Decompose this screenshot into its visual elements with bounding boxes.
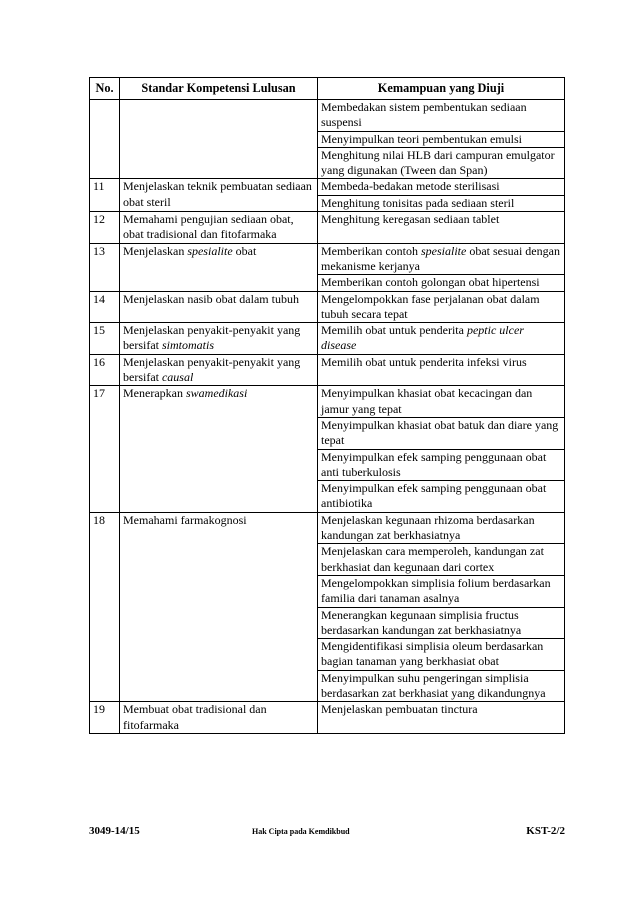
- footer-doc-id: KST-2/2: [526, 825, 565, 837]
- kemampuan-item: Menjelaskan kegunaan rhizoma berdasarkan kandungan zat berkhasiatnya: [318, 513, 564, 545]
- kemampuan-cell: [318, 323, 565, 355]
- kemampuan-cell: [318, 212, 565, 244]
- row-number: 13: [90, 243, 120, 291]
- row-number: 18: [90, 512, 120, 702]
- kemampuan-item: Menghitung tonisitas pada sediaan steril: [321, 195, 515, 210]
- header-standar: Standar Kompetensi Lulusan: [120, 78, 318, 100]
- header-kemampuan: Kemampuan yang Diuji: [318, 78, 565, 100]
- table-row: [90, 212, 565, 244]
- kemampuan-cell: [318, 386, 565, 512]
- row-number: 19: [90, 702, 120, 734]
- kemampuan-item: Memberikan contoh golongan obat hipertensi: [321, 275, 540, 290]
- kemampuan-cell: [318, 702, 565, 734]
- row-number: 17: [90, 386, 120, 512]
- kemampuan-item: Menghitung keregasan sediaan tablet: [321, 212, 500, 227]
- kemampuan-item: Memilih obat untuk penderita infeksi virus: [321, 354, 527, 369]
- kemampuan-item: Mengelompokkan fase perjalanan obat dalam tubuh secara tepat: [321, 291, 540, 321]
- row-number: 12: [90, 212, 120, 244]
- row-number: [90, 100, 120, 179]
- kemampuan-item: Menyimpulkan teori pembentukan emulsi: [318, 132, 564, 148]
- kemampuan-item: Mengidentifikasi simplisia oleum berdasarkan bagian tanaman yang berkhasiat obat: [318, 639, 564, 671]
- kemampuan-item: Menjelaskan cara memperoleh, kandungan zat berkhasiat dan kegunaan dari cortex: [318, 544, 564, 576]
- kemampuan-cell: [318, 243, 565, 291]
- row-number: 15: [90, 323, 120, 355]
- table-row: [90, 512, 565, 702]
- standar-kompetensi-cell: Membuat obat tradisional dan fitofarmaka: [120, 702, 318, 734]
- table-row: [90, 179, 565, 212]
- standar-kompetensi-cell: Menjelaskan spesialite obat: [120, 243, 318, 291]
- kemampuan-item: Menyimpulkan efek samping penggunaan obat antibiotika: [321, 481, 547, 511]
- table-row: [90, 291, 565, 323]
- row-number: 16: [90, 354, 120, 386]
- table-row: [90, 386, 565, 512]
- standar-kompetensi-cell: Menjelaskan penyakit-penyakit yang bersifat causal: [120, 354, 318, 386]
- kemampuan-cell: [318, 354, 565, 386]
- table-row: [90, 100, 565, 179]
- kemampuan-item: Menerangkan kegunaan simplisia fructus berdasarkan kandungan zat berkhasiatnya: [318, 608, 564, 640]
- standar-kompetensi-cell: Menjelaskan nasib obat dalam tubuh: [120, 291, 318, 323]
- kemampuan-item: Memilih obat untuk penderita peptic ulcer disease: [321, 323, 524, 353]
- table-header-row: [90, 78, 565, 100]
- kemampuan-item: Menyimpulkan khasiat obat batuk dan diare yang tepat: [318, 418, 564, 450]
- kemampuan-cell: [318, 179, 565, 212]
- table-row: [90, 243, 565, 291]
- kemampuan-item: Menyimpulkan suhu pengeringan simplisia berdasarkan zat berkhasiat yang dikandungnya: [321, 670, 546, 700]
- kemampuan-cell: [318, 291, 565, 323]
- table-row: [90, 354, 565, 386]
- row-number: 14: [90, 291, 120, 323]
- kemampuan-item: Membedakan sistem pembentukan sediaan suspensi: [318, 100, 564, 132]
- header-no: No.: [90, 78, 120, 100]
- competency-table: [89, 77, 565, 734]
- kemampuan-item: Menyimpulkan efek samping penggunaan obat anti tuberkulosis: [318, 450, 564, 482]
- kemampuan-item: Menyimpulkan khasiat obat kecacingan dan jamur yang tepat: [318, 386, 564, 418]
- kemampuan-item: Menghitung nilai HLB dari campuran emulgator yang digunakan (Tween dan Span): [321, 147, 555, 178]
- standar-kompetensi-cell: Menjelaskan penyakit-penyakit yang bersifat simtomatis: [120, 323, 318, 355]
- kemampuan-item: Memberikan contoh spesialite obat sesuai dengan mekanisme kerjanya: [318, 244, 564, 276]
- kemampuan-cell: [318, 100, 565, 179]
- row-number: 11: [90, 179, 120, 212]
- footer-copyright: Hak Cipta pada Kemdikbud: [252, 827, 350, 836]
- standar-kompetensi-cell: [120, 100, 318, 179]
- standar-kompetensi-cell: Menjelaskan teknik pembuatan sediaan obat steril: [120, 179, 318, 212]
- table-row: [90, 323, 565, 355]
- standar-kompetensi-cell: Memahami pengujian sediaan obat, obat tradisional dan fitofarmaka: [120, 212, 318, 244]
- kemampuan-item: Menjelaskan pembuatan tinctura: [321, 702, 478, 717]
- table-row: [90, 702, 565, 734]
- standar-kompetensi-cell: Memahami farmakognosi: [120, 512, 318, 702]
- footer-code: 3049-14/15: [89, 825, 140, 837]
- kemampuan-item: Membeda-bedakan metode sterilisasi: [318, 179, 564, 195]
- kemampuan-cell: [318, 512, 565, 702]
- kemampuan-item: Mengelompokkan simplisia folium berdasarkan familia dari tanaman asalnya: [318, 576, 564, 608]
- standar-kompetensi-cell: Menerapkan swamedikasi: [120, 386, 318, 512]
